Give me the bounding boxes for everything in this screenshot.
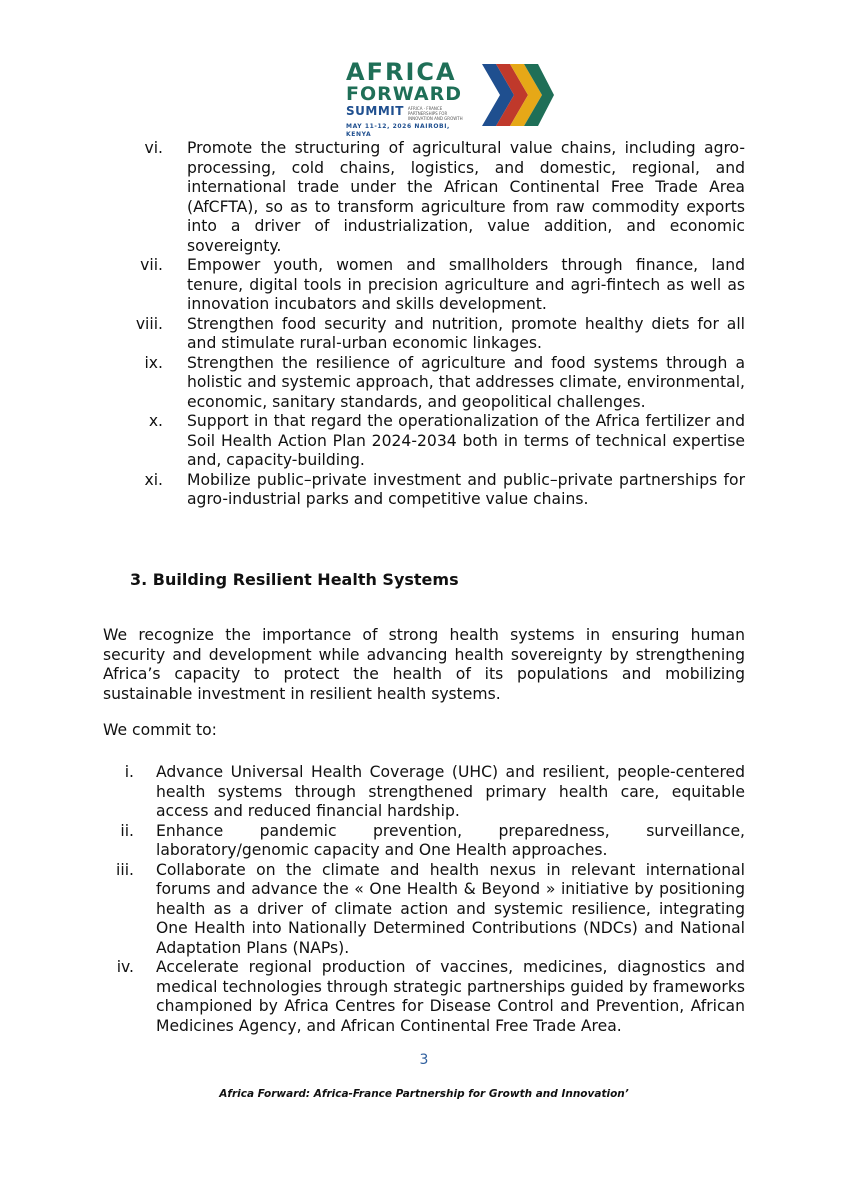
list-item-text: Advance Universal Health Coverage (UHC) and resilient, people-centered health systems through strengthened primary health care, equitable access and reduced financial hardship. xyxy=(156,763,745,820)
page-footer: Africa Forward: Africa-France Partnership for Growth and Innovation’ xyxy=(219,1088,629,1100)
list-item-text: Accelerate regional production of vaccines, medicines, diagnostics and medical technologies through strategic partnerships guided by frameworks championed by Africa Centres for Disease Control and Prevention, African Medicines Agency, and African Continental Free Trade Area. xyxy=(156,958,745,1035)
logo-date-place: MAY 11-12, 2026 NAIROBI, KENYA xyxy=(346,123,450,138)
logo-line-summit: SUMMIT xyxy=(346,104,404,118)
logo-summit-row xyxy=(346,104,476,121)
list-item xyxy=(0,139,745,256)
agriculture-commitments-list xyxy=(0,139,848,510)
list-item-text: Mobilize public–private investment and public–private partnerships for agro-industrial parks and competitive value chains. xyxy=(187,470,745,508)
list-item xyxy=(0,256,745,315)
list-item-text: Strengthen food security and nutrition, promote healthy diets for all and stimulate rural-urban economic linkages. xyxy=(187,314,745,352)
list-item-number: x. xyxy=(148,412,163,430)
list-item xyxy=(0,412,745,471)
list-item-text: Strengthen the resilience of agriculture and food systems through a holistic and systemic approach, that addresses climate, environmental, economic, sanitary standards, and geopolitical challenges. xyxy=(187,353,745,411)
list-item-number: vi. xyxy=(144,139,163,157)
list-item xyxy=(0,958,745,1036)
logo-line-forward: FORWARD xyxy=(346,83,462,105)
list-item-number: ix. xyxy=(144,353,163,372)
list-item-number: ii. xyxy=(120,821,134,840)
page-number: 3 xyxy=(419,1052,429,1068)
list-item xyxy=(0,471,745,510)
list-item-text: Support in that regard the operationalization of the Africa fertilizer and Soil Health Action Plan 2024-2034 both in terms of technical expertise and, capacity-building. xyxy=(187,412,745,469)
list-item-text: Enhance pandemic prevention, preparedness, surveillance, laboratory/genomic capacity and One Health approaches. xyxy=(156,821,745,859)
section-intro-paragraph: We recognize the importance of strong health systems in ensuring human security and development while advancing health sovereignty by strengthening Africa’s capacity to protect the health of its populations and mobilizing sustainable investment in resilient health systems. xyxy=(103,626,745,703)
list-item xyxy=(0,861,745,959)
list-item-number: xi. xyxy=(144,470,163,489)
list-item-number: iii. xyxy=(116,860,134,879)
list-item-number: i. xyxy=(124,763,134,781)
list-item xyxy=(0,822,745,861)
health-commitments-list xyxy=(0,763,848,1036)
list-item-text: Promote the structuring of agricultural value chains, including agro-processing, cold chains, logistics, and domestic, regional, and international trade under the African Continental Free Trade Area (AfCFTA), so as to transform agriculture from raw commodity exports into a driver of industrialization, value addition, and economic sovereignty. xyxy=(187,139,745,255)
logo-tagline: AFRICA · FRANCE PARTNERSHIPS FOR INNOVATION AND GROWTH xyxy=(407,106,463,121)
summit-logo xyxy=(346,58,556,138)
list-item xyxy=(0,315,745,354)
list-item-number: vii. xyxy=(140,256,163,274)
list-item-number: viii. xyxy=(135,314,163,333)
list-item-text: Empower youth, women and smallholders through finance, land tenure, digital tools in precision agriculture and agri-fintech as well as innovation incubators and skills development. xyxy=(187,256,745,313)
chevron-stripes-icon xyxy=(480,62,554,128)
list-item-text: Collaborate on the climate and health nexus in relevant international forums and advance the « One Health & Beyond » initiative by positioning health as a driver of climate action and systemic resilience, integrating One Health into Nationally Determined Contributions (NDCs) and National Adaptation Plans (NAPs). xyxy=(156,860,745,957)
list-item xyxy=(0,354,745,413)
list-item xyxy=(0,763,745,822)
section-heading: 3. Building Resilient Health Systems xyxy=(130,570,459,589)
logo-wordmark xyxy=(346,60,476,139)
commit-lead-in: We commit to: xyxy=(103,721,217,739)
logo-line-africa: AFRICA xyxy=(346,58,457,86)
list-item-number: iv. xyxy=(116,958,134,976)
